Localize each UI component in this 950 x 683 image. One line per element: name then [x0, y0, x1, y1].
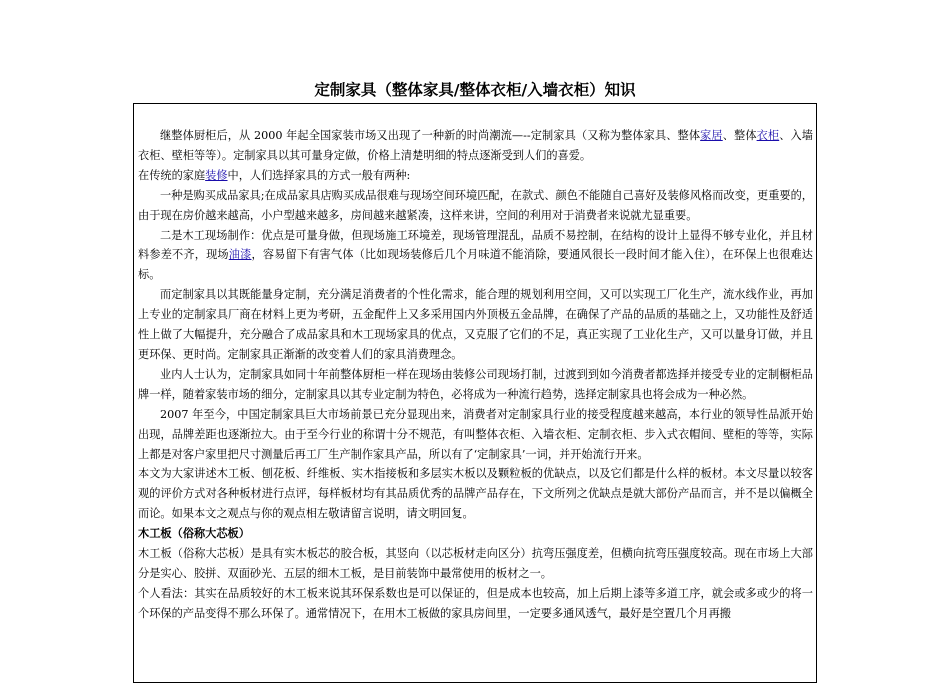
- paragraph-article-intro: 本文为大家讲述木工板、刨花板、纤维板、实木指接板和多层实木板以及颗粒板的优缺点，以及它们都是什么样的板材。本文尽量以较客观的评价方式对各种板材进行点评，每样板材均有其品质优秀的品牌产品存在，下文所列之优缺点是就大部份产品而言，并不是以偏概全而论。如果本文之观点与你的观点相左敬请留言说明，请文明回复。: [138, 467, 813, 521]
- paragraph-industry-view: 业内人士认为，定制家具如同十年前整体厨柜一样在现场由装修公司现场打制，过渡到到如今消费者都选择并接受专业的定制橱柜品牌一样，随着家装市场的细分，定制家具以其专业定制为特色，必将成为一种流行趋势，选择定制家具也将会成为一种必然。: [138, 367, 813, 401]
- paragraph-text: 继整体厨柜后，从 2000 年起全国家装市场又出现了一种新的时尚潮流—--定制家具（又称为整体家具、整体: [160, 129, 701, 142]
- section-heading-blockboard: 木工板（俗称大芯板）: [138, 527, 250, 541]
- paragraph-text: 中，人们选择家具的方式一般有两种:: [227, 168, 411, 182]
- paragraph-custom-advantages: 而定制家具以其既能量身定制，充分满足消费者的个性化需求，能合理的规划利用空间，又可以实现工厂化生产，流水线作业，再加上专业的定制家具厂商在材料上更为考研，五金配件上又多采用国内外顶极五金品牌，在确保了产品的品质的基础之上，又功能性及舒适性上做了大幅提升，充分融合了成品家具和木工现场家具的优点，又克服了它们的不足，真正实现了工业化生产，又可以量身订做，并且更环保、更时尚。定制家具正渐渐的改变着人们的家具消费理念。: [138, 288, 813, 361]
- paragraph-text: 二是木工现场制作：优点是可量身做，但现场施工环境差，现场管理混乱，品质不易控制，在结构的设计上显得不够专业化，并且材料参差不齐，现场: [138, 228, 813, 262]
- document-body: [133, 103, 817, 683]
- paragraph-market-2007: 2007 年至今，中国定制家具巨大市场前景已充分显现出来，消费者对定制家具行业的接受程度越来越高，本行业的领导性品派开始出现，品牌差距也逐渐拉大。由于至今行业的称谓十分不规范，有叫整体衣柜、入墙衣柜、定制衣柜、步入式衣帽间、壁柜的等等，实际上都是对客户家里把尺寸测量后再工厂生产制作家具产品，所以有了‘定制家具’一词，并开始流行开来。: [138, 407, 813, 461]
- link-youqi[interactable]: 油漆: [228, 248, 252, 262]
- link-jiaju[interactable]: 家居: [700, 129, 723, 142]
- paragraph-blockboard-desc: 木工板（俗称大芯板）是具有实木板芯的胶合板，其竖向（以芯板材走向区分）抗弯压强度差，但横向抗弯压强度较高。现在市场上大部分是实心、胶拼、双面砂光、五层的细木工板，是目前装饰中最常使用的板材之一。: [138, 547, 813, 580]
- link-zhuangxiu[interactable]: 装修: [205, 168, 228, 182]
- paragraph-traditional: [138, 166, 813, 186]
- link-yigui[interactable]: 衣柜: [756, 129, 780, 142]
- paragraph-text: 在传统的家庭: [138, 168, 206, 182]
- paragraph-intro: [138, 126, 813, 166]
- paragraph-text: 、入墙衣柜、壁柜等等）。定制家具以其可量身定做，价格上清楚明细的特点逐渐受到人们的喜爱。: [138, 129, 813, 162]
- paragraph-text: 、整体: [722, 129, 757, 142]
- paragraph-option-two: [138, 226, 813, 286]
- paragraph-text: ，容易留下有害气体（比如现场装修后几个月味道不能消除，要通风很长一段时间才能入住），在环保上也很难达标。: [138, 248, 813, 282]
- paragraph-option-one: 一种是购买成品家具;在成品家具店购买成品很难与现场空间环境匹配，在款式、颜色不能随自己喜好及装修风格而改变，更重要的，由于现在房价越来越高，小户型越来越多，房间越来越紧凑，这样来讲，空间的利用对于消费者来说就尤显重要。: [138, 188, 813, 222]
- paragraph-personal-view: 个人看法：其实在品质较好的木工板来说其环保系数也是可以保证的，但是成本也较高，加上后期上漆等多道工序，就会或多或少的将一个环保的产品变得不那么环保了。通常情况下，在用木工板做的家具房间里，一定要多通风透气，最好是空置几个月再搬: [138, 586, 813, 620]
- page-title: 定制家具（整体家具/整体衣柜/入墙衣柜）知识: [314, 81, 636, 99]
